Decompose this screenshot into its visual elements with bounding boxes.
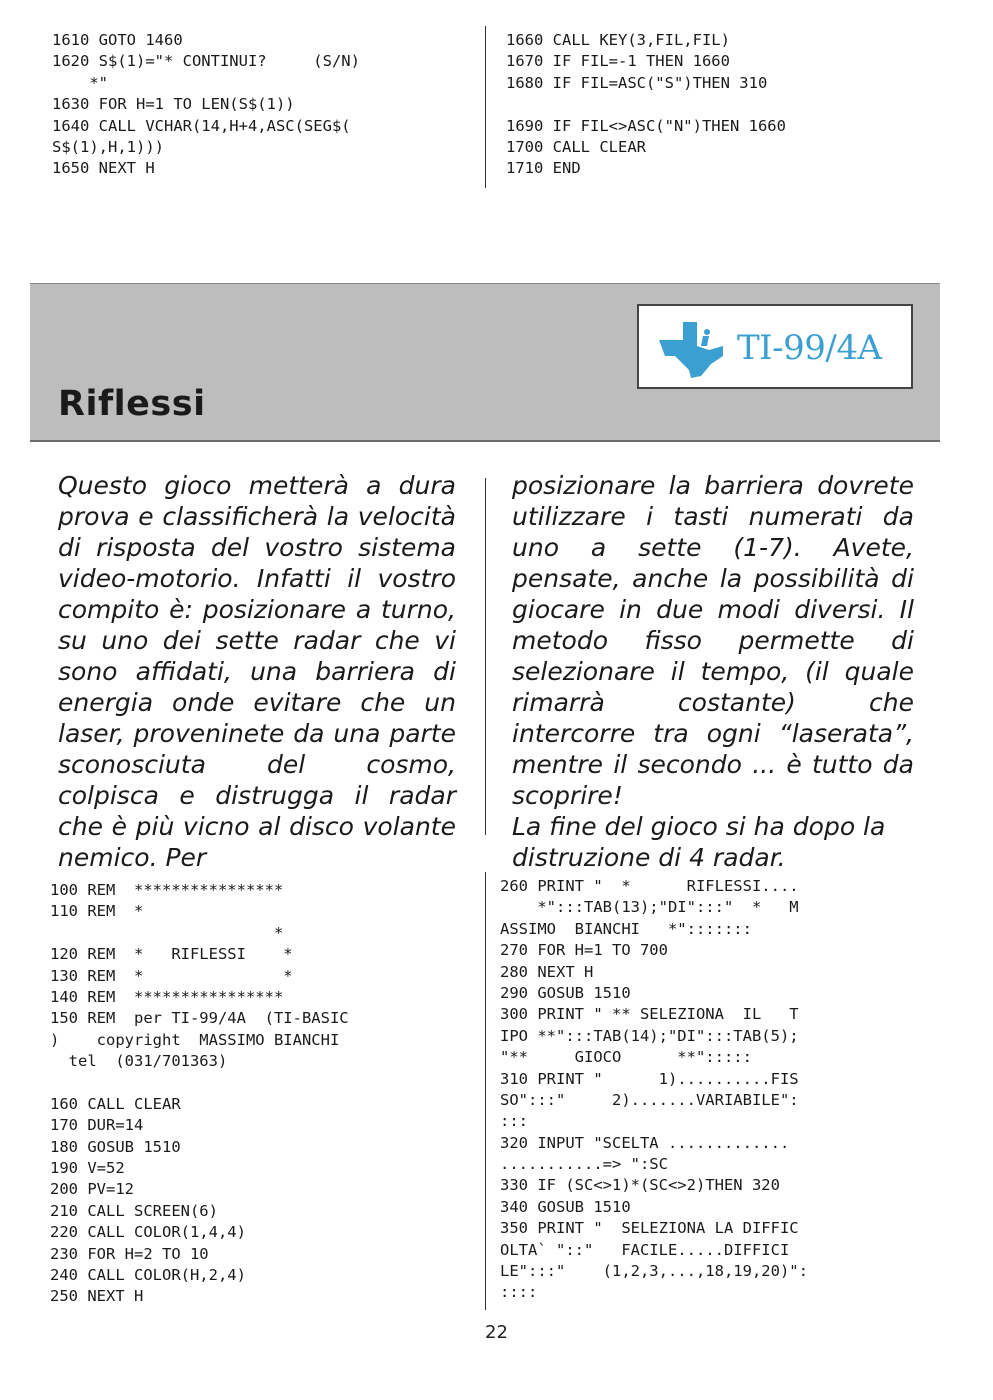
code-line: 1640 CALL VCHAR(14,H+4,ASC(SEG$(	[52, 116, 351, 135]
code-line: 1680 IF FIL=ASC("S")THEN 310	[506, 73, 768, 92]
code-line: 300 PRINT " ** SELEZIONA IL T	[500, 1005, 799, 1024]
code-line: "** GIOCO **":::::	[500, 1048, 752, 1067]
code-line: 330 IF (SC<>1)*(SC<>2)THEN 320	[500, 1176, 780, 1195]
code-line: tel (031/701363)	[50, 1052, 228, 1071]
code-line: ::::	[500, 1283, 538, 1302]
code-listing-top-right	[506, 30, 786, 180]
platform-logo-box	[637, 304, 913, 389]
code-line: 350 PRINT " SELEZIONA LA DIFFIC	[500, 1219, 799, 1238]
code-line: 150 REM per TI-99/4A (TI-BASIC	[50, 1009, 349, 1028]
texas-instruments-logo-icon	[653, 316, 729, 382]
code-line: 1710 END	[506, 159, 581, 178]
code-line: 320 INPUT "SCELTA .............	[500, 1133, 790, 1152]
code-listing-bottom-left	[50, 880, 349, 1308]
column-divider-bottom	[485, 872, 486, 1310]
code-line: 100 REM ****************	[50, 881, 284, 899]
code-line: 140 REM ****************	[50, 987, 284, 1006]
code-line: 110 REM *	[50, 902, 144, 921]
code-line: 200 PV=12	[50, 1180, 134, 1199]
code-line: SO":::" 2).......VARIABILE":	[500, 1090, 799, 1109]
code-line: 270 FOR H=1 TO 700	[500, 941, 668, 960]
code-line: 1690 IF FIL<>ASC("N")THEN 1660	[506, 116, 786, 135]
article-title: Riflessi	[58, 384, 206, 424]
code-line: 1660 CALL KEY(3,FIL,FIL)	[506, 31, 730, 49]
code-line: 250 NEXT H	[50, 1287, 144, 1306]
code-line	[506, 94, 786, 115]
code-line: *"	[52, 73, 108, 92]
code-line	[50, 1073, 349, 1094]
intro-paragraph: Questo gioco metterà a dura prova e classificherà la velocità di risposta del vostro sistema video-motorio. Infatti il vostro compito è: posizionare a turno, su uno dei sette radar che vi sono affidati, una barriera di energia onde evitare che un laser, proveninete da una parte sconosciuta del cosmo, colpisca e distrugga il radar che è più vicno al disco volante nemico. Per	[58, 471, 456, 872]
code-line: 190 V=52	[50, 1159, 125, 1178]
code-line: :::	[500, 1112, 528, 1131]
code-line: ...........=> ":SC	[500, 1155, 668, 1174]
code-line: 230 FOR H=2 TO 10	[50, 1244, 209, 1263]
article-banner	[30, 283, 940, 442]
code-line: 220 CALL COLOR(1,4,4)	[50, 1223, 246, 1242]
intro-paragraph: posizionare la barriera dovrete utilizzare i tasti numerati da uno a sette (1-7). Avete, pensate, anche la possibilità di giocare in due modi diversi. Il metodo fisso permette di selezionare il tempo, (il quale rimarrà costante) che intercorre tra ogni “laserata”, mentre il secondo ... è tutto da scoprire!	[512, 471, 914, 810]
column-divider-top	[485, 26, 486, 188]
code-line: 170 DUR=14	[50, 1116, 144, 1135]
code-line: IPO **":::TAB(14);"DI":::TAB(5);	[500, 1026, 799, 1045]
code-listing-top-left	[52, 30, 360, 180]
code-line: 1700 CALL CLEAR	[506, 137, 646, 156]
code-line: 1620 S$(1)="* CONTINUI? (S/N)	[52, 52, 360, 71]
intro-column-right	[512, 470, 914, 873]
code-line: 210 CALL SCREEN(6)	[50, 1201, 218, 1220]
code-line: ) copyright MASSIMO BIANCHI	[50, 1030, 340, 1049]
intro-paragraph: La fine del gioco si ha dopo la distruzione di 4 radar.	[512, 812, 886, 872]
page-number: 22	[485, 1322, 508, 1343]
code-line: 260 PRINT " * RIFLESSI....	[500, 877, 799, 895]
code-line: 1670 IF FIL=-1 THEN 1660	[506, 52, 730, 71]
code-line: 290 GOSUB 1510	[500, 983, 631, 1002]
code-line: *":::TAB(13);"DI":::" * M	[500, 898, 799, 917]
code-line: 130 REM * *	[50, 966, 293, 985]
code-line: 280 NEXT H	[500, 962, 594, 981]
code-line: OLTA` "::" FACILE.....DIFFICI	[500, 1240, 790, 1259]
code-line: 310 PRINT " 1)..........FIS	[500, 1069, 799, 1088]
intro-column-left	[58, 470, 456, 873]
code-line: 1630 FOR H=1 TO LEN(S$(1))	[52, 95, 295, 114]
code-line: ASSIMO BIANCHI *":::::::	[500, 919, 752, 938]
column-divider-intro	[485, 478, 486, 835]
code-line: 240 CALL COLOR(H,2,4)	[50, 1266, 246, 1285]
code-line: 1650 NEXT H	[52, 159, 155, 178]
code-line: S$(1),H,1)))	[52, 137, 164, 156]
code-line: 340 GOSUB 1510	[500, 1197, 631, 1216]
code-line: 1610 GOTO 1460	[52, 31, 183, 49]
code-line: 160 CALL CLEAR	[50, 1094, 181, 1113]
code-line: 120 REM * RIFLESSI *	[50, 945, 293, 964]
code-line: LE":::" (1,2,3,...,18,19,20)":	[500, 1262, 808, 1281]
code-listing-bottom-right	[500, 876, 808, 1304]
code-line: 180 GOSUB 1510	[50, 1137, 181, 1156]
code-line: *	[50, 923, 284, 942]
platform-logo-text: TI-99/4A	[737, 328, 882, 368]
